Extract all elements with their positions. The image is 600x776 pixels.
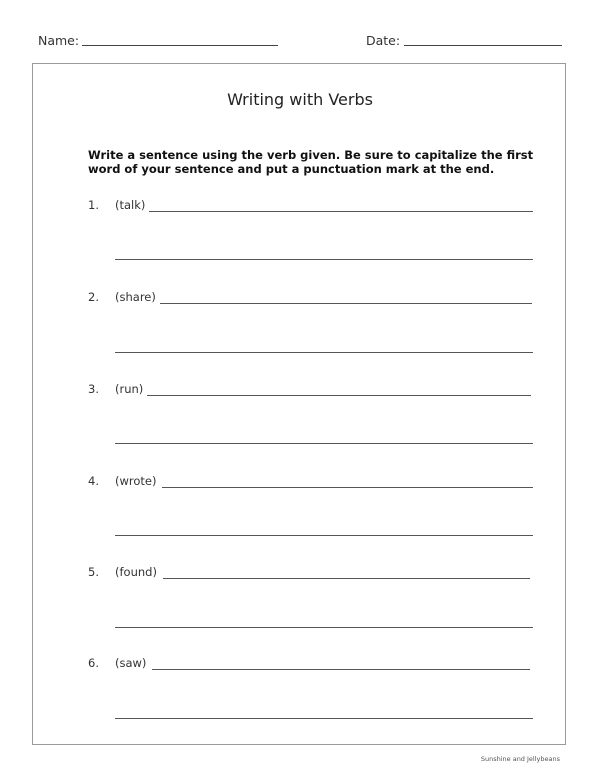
question-number: 6. [88,656,99,670]
date-field[interactable] [404,45,562,46]
answer-line-1[interactable] [152,669,530,670]
answer-line-1[interactable] [147,395,531,396]
credit-text: Sunshine and Jellybeans [480,755,560,763]
question-verb: (saw) [115,656,147,670]
question-number: 3. [88,382,99,396]
question-verb: (talk) [115,198,146,212]
question-number: 1. [88,198,99,212]
question-verb: (share) [115,290,156,304]
answer-line-1[interactable] [149,211,533,212]
name-label: Name: [38,33,80,48]
question-item-6 [0,656,600,716]
question-number: 2. [88,290,99,304]
date-label: Date: [366,33,401,48]
question-item-2 [0,290,600,350]
question-item-4 [0,474,600,534]
question-item-1 [0,198,600,258]
answer-line-2[interactable] [115,352,533,353]
answer-line-1[interactable] [162,487,533,488]
question-verb: (found) [115,565,157,579]
answer-line-2[interactable] [115,627,533,628]
question-verb: (run) [115,382,144,396]
worksheet-title: Writing with Verbs [227,90,373,109]
answer-line-2[interactable] [115,259,533,260]
answer-line-1[interactable] [160,303,532,304]
question-item-3 [0,382,600,442]
question-number: 4. [88,474,99,488]
answer-line-2[interactable] [115,718,533,719]
answer-line-1[interactable] [163,578,530,579]
instructions: Write a sentence using the verb given. Be sure to capitalize the first word of your sentence and put a punctuation mark at the end. [88,148,534,176]
question-item-5 [0,565,600,625]
answer-line-2[interactable] [115,535,533,536]
question-verb: (wrote) [115,474,157,488]
name-field[interactable] [82,45,278,46]
answer-line-2[interactable] [115,443,533,444]
question-number: 5. [88,565,99,579]
